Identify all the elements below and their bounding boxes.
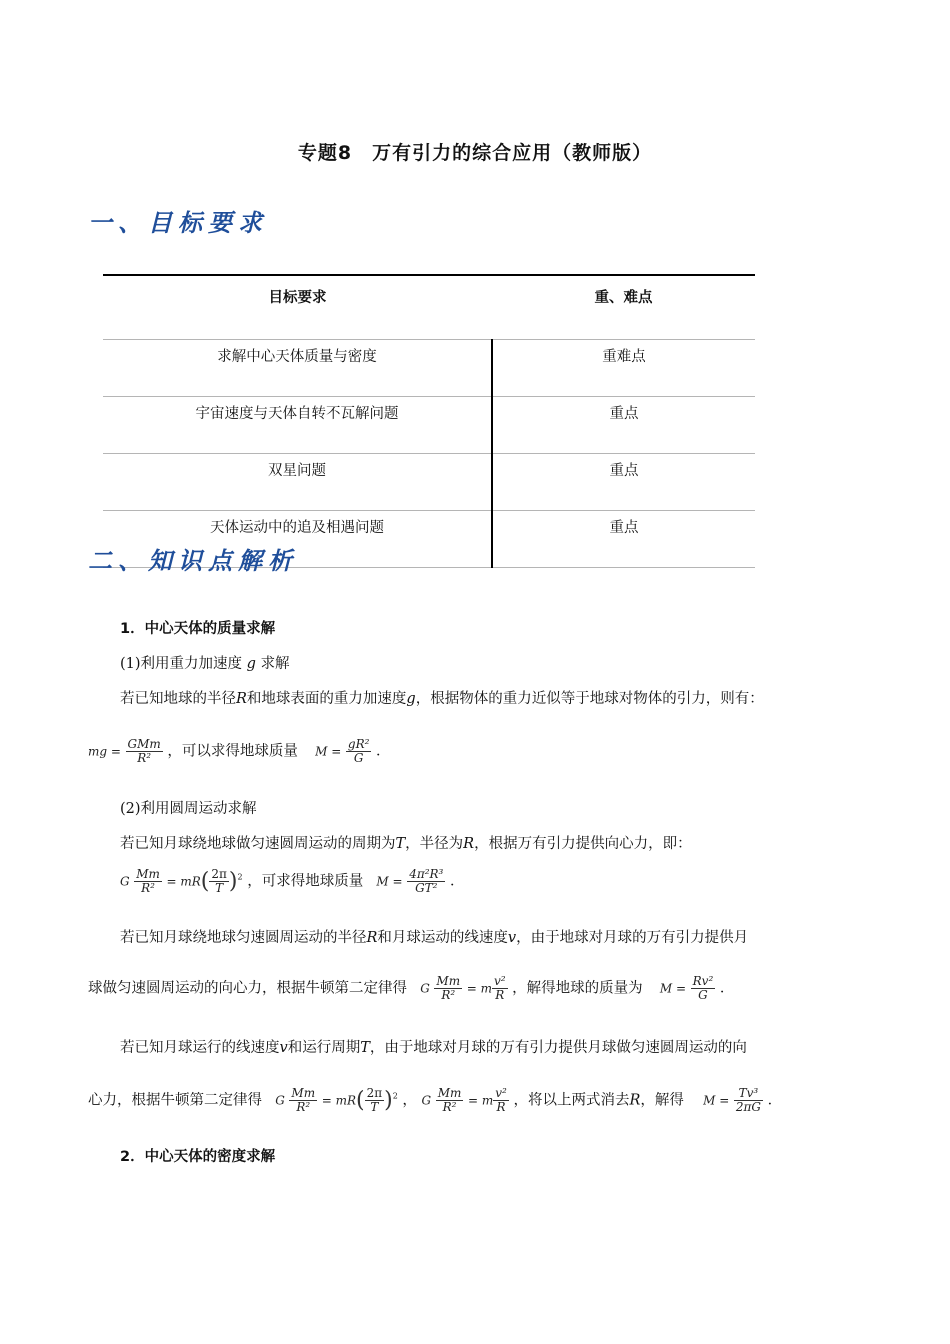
paragraph-method-2: (2)利用圆周运动求解 — [120, 801, 257, 817]
math-text: M = — [659, 981, 687, 996]
text-fragment: (1)利用重力加速度 — [120, 656, 243, 672]
equation-line-2 — [120, 868, 464, 895]
text-fragment: ，可求得地球质量 — [247, 873, 364, 890]
left-paren: ( — [200, 869, 210, 894]
subheading-mass: 1．中心天体的质量求解 — [120, 621, 276, 637]
fraction-denominator: T — [215, 881, 224, 895]
text-fragment: ，由于地球对月球的万有引力提供月 — [516, 930, 749, 946]
table-cell-difficulty: 重点 — [492, 397, 755, 454]
variable-v: v — [279, 1040, 288, 1056]
fraction — [407, 868, 445, 895]
table-header-difficulty: 重、难点 — [492, 275, 755, 340]
text-fragment: 若已知月球绕地球做匀速圆周运动的周期为 — [120, 836, 396, 852]
table-row — [103, 397, 755, 454]
fraction-numerator: Mm — [437, 1086, 462, 1100]
fraction-numerator: v² — [493, 974, 506, 988]
equation-line-4 — [88, 1087, 782, 1114]
fraction — [126, 738, 163, 765]
exponent: 2 — [237, 872, 243, 882]
math-text: = m — [468, 1093, 494, 1108]
variable-t: T — [395, 836, 406, 852]
fraction-denominator: GT² — [415, 881, 438, 895]
fraction-denominator: G — [353, 751, 364, 765]
goals-table — [103, 274, 755, 568]
text-fragment: ，半径为 — [405, 836, 464, 852]
math-text: M = — [376, 874, 403, 889]
text-fragment: 求解 — [260, 656, 290, 672]
math-text: mg = — [88, 744, 121, 759]
fraction-numerator: Tv³ — [734, 1087, 763, 1101]
section-heading-goals: 一、目标要求 — [88, 209, 268, 237]
variable-r: R — [463, 836, 475, 852]
math-text: G — [420, 981, 430, 996]
document-title: 专题8 万有引力的综合应用（教师版） — [297, 142, 653, 164]
text-fragment: 若已知月球绕地球匀速圆周运动的半径 — [120, 930, 367, 946]
fraction-numerator: 2π — [211, 867, 227, 881]
fraction — [436, 1087, 464, 1114]
variable-r: R — [236, 691, 247, 707]
text-fragment: ． — [767, 1092, 783, 1109]
text-fragment: ，可以求得地球质量 — [167, 743, 298, 760]
fraction — [493, 1087, 509, 1114]
variable-r: R — [366, 930, 378, 946]
paragraph-velocity — [120, 926, 748, 947]
text-fragment: ． — [376, 743, 391, 760]
math-text: = mR — [166, 874, 201, 889]
text-fragment: ，将以上两式消去 — [513, 1092, 630, 1109]
fraction-denominator: R — [495, 988, 505, 1002]
fraction-denominator: R² — [441, 988, 456, 1002]
paragraph-gravity — [120, 687, 764, 708]
text-fragment: 若已知地球的半径 — [120, 691, 236, 707]
table-header-row — [103, 275, 755, 340]
fraction — [492, 975, 508, 1002]
fraction — [691, 975, 716, 1002]
fraction — [134, 868, 162, 895]
table-row — [103, 454, 755, 511]
fraction — [346, 738, 372, 765]
fraction-numerator: gR² — [347, 737, 370, 751]
fraction-denominator: R — [496, 1100, 506, 1114]
text-fragment: 和地球表面的重力加速度 — [246, 691, 407, 707]
variable-g: g — [406, 691, 416, 707]
variable-t: T — [360, 1040, 370, 1056]
math-text: G — [421, 1093, 432, 1108]
text-fragment: ． — [449, 873, 465, 890]
table-row — [103, 340, 755, 397]
fraction-denominator: R² — [296, 1100, 311, 1114]
equation-line-3 — [88, 975, 734, 1002]
fraction-denominator: 2πG — [735, 1100, 761, 1114]
fraction-numerator: Mm — [436, 974, 461, 988]
text-fragment: ，根据物体的重力近似等于地球对物体的引力，则有： — [415, 691, 764, 707]
subheading-density: 2．中心天体的密度求解 — [120, 1149, 276, 1165]
table-cell-difficulty: 重点 — [492, 511, 755, 568]
left-paren: ( — [356, 1088, 365, 1113]
table-cell-goal: 双星问题 — [103, 454, 492, 511]
right-paren: ) — [228, 869, 238, 894]
fraction-denominator: G — [698, 988, 708, 1002]
table-cell-goal: 天体运动中的追及相遇问题 — [103, 511, 492, 568]
exponent: 2 — [392, 1091, 398, 1101]
math-text: = m — [466, 981, 492, 996]
fraction-numerator: Rv² — [692, 974, 714, 988]
table-cell-goal: 求解中心天体质量与密度 — [103, 340, 492, 397]
math-text: G — [275, 1093, 285, 1108]
text-fragment: ， — [402, 1092, 417, 1109]
variable-v: v — [507, 930, 517, 946]
variable-g: g — [246, 656, 256, 672]
fraction-numerator: Mm — [136, 867, 160, 881]
variable-r: R — [629, 1092, 641, 1109]
text-fragment: 球做匀速圆周运动的向心力，根据牛顿第二定律得 — [88, 980, 407, 997]
fraction — [209, 868, 229, 895]
text-fragment: ，根据万有引力提供向心力，即： — [474, 836, 692, 852]
text-fragment: 和月球运动的线速度 — [377, 930, 508, 946]
math-text: G — [120, 874, 130, 889]
fraction-numerator: 2π — [366, 1086, 383, 1100]
fraction-numerator: v² — [495, 1086, 507, 1100]
section-heading-knowledge: 二、知识点解析 — [88, 547, 298, 575]
table-cell-difficulty: 重难点 — [492, 340, 755, 397]
right-paren: ) — [384, 1088, 393, 1113]
fraction-numerator: 4π²R³ — [409, 867, 444, 881]
math-text: M = — [703, 1093, 730, 1108]
text-fragment: ． — [719, 980, 735, 997]
fraction-numerator: Mm — [291, 1086, 316, 1100]
fraction-numerator: GMm — [127, 737, 161, 751]
text-fragment: ，解得地球的质量为 — [512, 980, 643, 997]
paragraph-period — [120, 832, 692, 853]
fraction-denominator: R² — [141, 881, 155, 895]
table-header-goal: 目标要求 — [103, 275, 492, 340]
table-cell-difficulty: 重点 — [492, 454, 755, 511]
fraction — [434, 975, 462, 1002]
fraction-denominator: R² — [137, 751, 152, 765]
text-fragment: 若已知月球运行的线速度 — [120, 1040, 280, 1056]
fraction — [365, 1087, 385, 1114]
equation-line-1 — [88, 738, 391, 765]
text-fragment: ，解得 — [640, 1092, 684, 1109]
math-text: M = — [315, 744, 342, 759]
text-fragment: 和运行周期 — [287, 1040, 361, 1056]
text-fragment: ，由于地球对月球的万有引力提供月球做匀速圆周运动的向 — [369, 1040, 747, 1056]
fraction — [289, 1087, 317, 1114]
fraction — [734, 1087, 763, 1114]
paragraph-velocity-period — [120, 1036, 747, 1057]
table-cell-goal: 宇宙速度与天体自转不瓦解问题 — [103, 397, 492, 454]
text-fragment: 心力，根据牛顿第二定律得 — [88, 1092, 262, 1109]
math-text: = mR — [321, 1093, 356, 1108]
fraction-denominator: T — [370, 1100, 379, 1114]
paragraph-method-1 — [120, 652, 290, 673]
fraction-denominator: R² — [442, 1100, 457, 1114]
